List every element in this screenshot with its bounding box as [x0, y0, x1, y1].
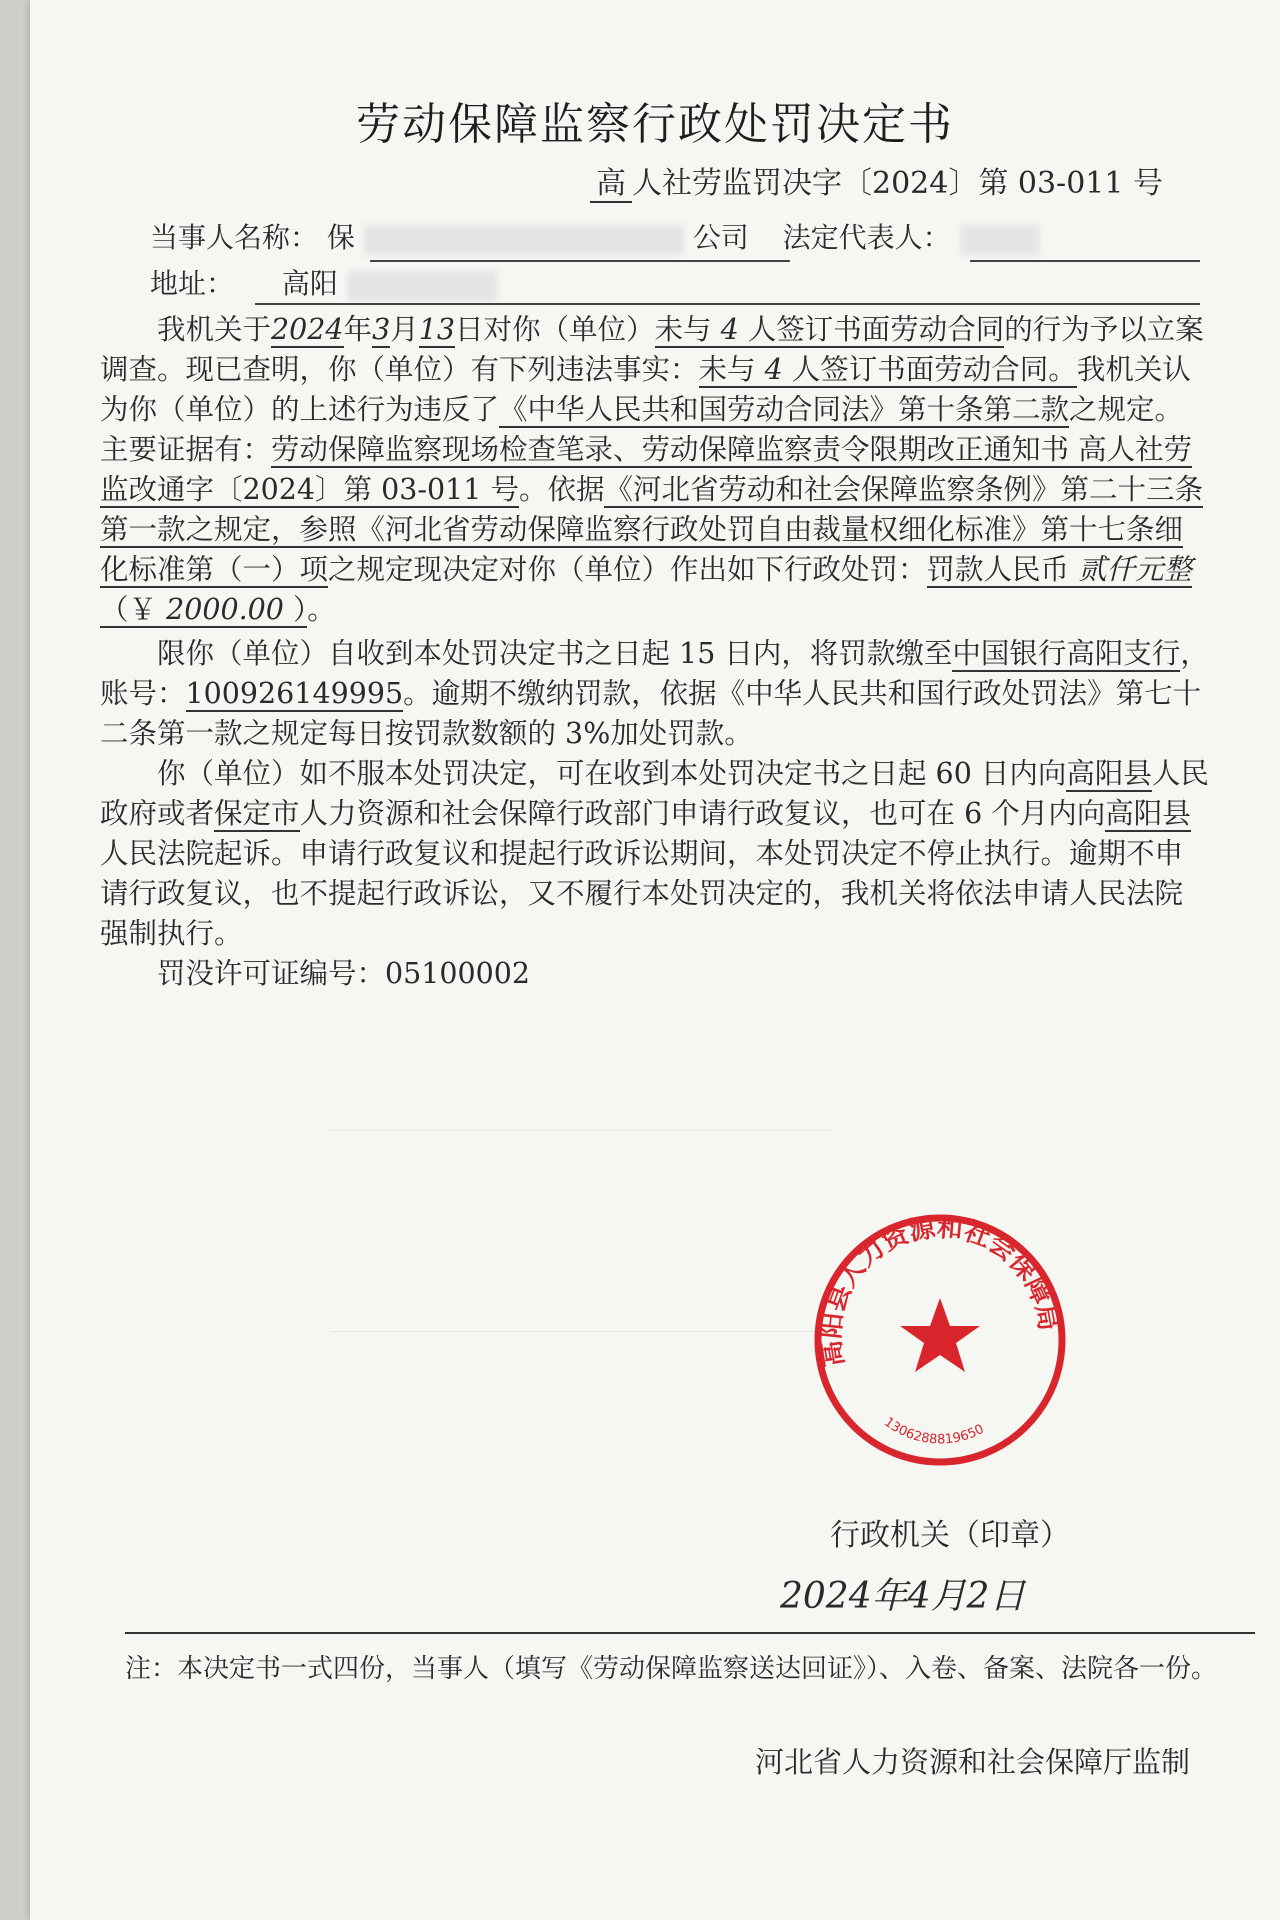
city-name: 保定市	[214, 797, 300, 830]
seal-code: 1306288819650	[881, 1414, 987, 1448]
law-reference: 《中华人民共和国劳动合同法》第十条第二款	[499, 393, 1070, 426]
document-title: 劳动保障监察行政处罚决定书	[356, 99, 954, 150]
text-segment: 你（单位）如不服本处罚决定，可在收到本处罚决定书之日起 60 日内向	[157, 757, 1067, 790]
text-segment: 人民法院起诉。申请行政复议和提起行政诉讼期间，本处罚决定不停止执行。逾期不申请行政复议，也不提起行政诉讼，又不履行本处罚决定的，我机关将依法申请人民法院强制执行。	[100, 837, 1184, 950]
redacted-rep	[960, 225, 1040, 255]
text-segment: 我机关认为你（单位）的上述行为违反了	[100, 353, 1191, 426]
county-gov: 高阳县	[1066, 757, 1152, 790]
case-prefix: 未与	[654, 313, 712, 346]
text-segment: 的行为予以立案调查。现已查明，你（单位）有下列违法事实：	[100, 313, 1204, 386]
party-name-start: 保	[326, 221, 355, 254]
legal-rep-label: 法定代表人：	[782, 221, 951, 254]
handwritten-month: 3	[372, 313, 391, 346]
handwritten-fact-count: 4	[764, 353, 783, 386]
fact-prefix: 未与	[698, 353, 756, 386]
star-icon	[900, 1298, 980, 1372]
text-segment: 。	[307, 593, 336, 626]
address-underline	[255, 303, 1200, 305]
seal-text: 高阳县人力资源和社会保障局	[816, 1212, 1064, 1369]
doc-number-rest: 人社劳监罚决字〔2024〕第 03-011 号	[632, 166, 1163, 201]
court-county: 高阳县	[1105, 797, 1191, 830]
document-number	[590, 158, 1163, 202]
text-segment: 月	[390, 313, 419, 346]
handwritten-amount: 2000.00	[166, 593, 284, 626]
address-value: 高阳	[281, 267, 338, 300]
text-segment: 之规定现决定对你（单位）作出如下行政处罚：	[328, 553, 927, 586]
amount-close: ）	[293, 593, 308, 626]
text-segment: 限你（单位）自收到本处罚决定书之日起 15 日内，将罚款缴至	[157, 637, 953, 670]
amount-open: （￥	[100, 593, 158, 626]
rep-underline	[970, 260, 1200, 262]
issuer-footer: 河北省人力资源和社会保障厅监制	[755, 1745, 1191, 1779]
document-page	[30, 0, 1280, 1920]
address-row	[150, 262, 497, 302]
address-label: 地址：	[150, 267, 235, 300]
text-segment: 人力资源和社会保障行政部门申请行政复议，也可在 6 个月内向	[299, 797, 1106, 830]
party-row	[150, 216, 1040, 256]
party-name-label: 当事人名称：	[150, 221, 319, 254]
party-name-end: 公司	[692, 221, 749, 254]
text-segment: 。依据	[518, 473, 605, 506]
evidence-list: 劳动保障监察现场检查笔录、劳动保障监察责令限期改正通知书 高人社劳监改通字〔2024〕第 03-011 号	[100, 433, 1193, 506]
official-seal	[810, 1210, 1070, 1470]
fact-suffix: 人签订书面劳动合同。	[791, 353, 1077, 386]
text-segment: 。逾期不缴纳罚款，依据《中华人民共和国行政处罚法》第七十二条第一款之规定每日按罚款数额的 3%加处罚款。	[100, 677, 1202, 750]
handwritten-date: 2024年4月2日	[780, 1576, 1026, 1617]
text-segment: 之规定。主要证据有：	[100, 393, 1184, 466]
handwritten-penalty: 贰仟元整	[1078, 553, 1193, 586]
license-number: 罚没许可证编号：05100002	[157, 957, 531, 990]
decision-body	[100, 310, 1210, 994]
issuing-authority-label: 行政机关（印章）	[830, 1518, 1070, 1553]
doc-number-prefix: 高	[590, 166, 632, 203]
legal-basis: 《河北省劳动和社会保障监察条例》第二十三条第一款之规定，参照《河北省劳动保障监察行政处罚自由裁量权细化标准》第十七条细化标准第（一）项	[100, 473, 1203, 586]
show-through-form	[330, 1130, 830, 1332]
handwritten-day: 13	[418, 313, 455, 346]
copies-note: 注：本决定书一式四份，当事人（填写《劳动保障监察送达回证》）、入卷、备案、法院各一份。	[125, 1654, 1218, 1684]
case-suffix: 人签订书面劳动合同	[747, 313, 1005, 346]
redacted-name	[364, 225, 684, 255]
note-divider	[125, 1632, 1255, 1634]
bank-name: 中国银行高阳支行	[952, 637, 1181, 670]
text-segment: 日对你（单位）	[454, 313, 655, 346]
text-segment: 年	[343, 313, 373, 346]
text-segment: 人民政府或者	[100, 757, 1209, 830]
penalty-label: 罚款人民币	[926, 553, 1070, 586]
redacted-address	[347, 271, 497, 301]
handwritten-year: 2024	[271, 313, 344, 346]
account-number: 100926149995	[185, 677, 404, 710]
text-segment: ，账号：	[100, 637, 1209, 710]
handwritten-count: 4	[720, 313, 739, 346]
text-segment: 我机关于	[157, 313, 272, 346]
